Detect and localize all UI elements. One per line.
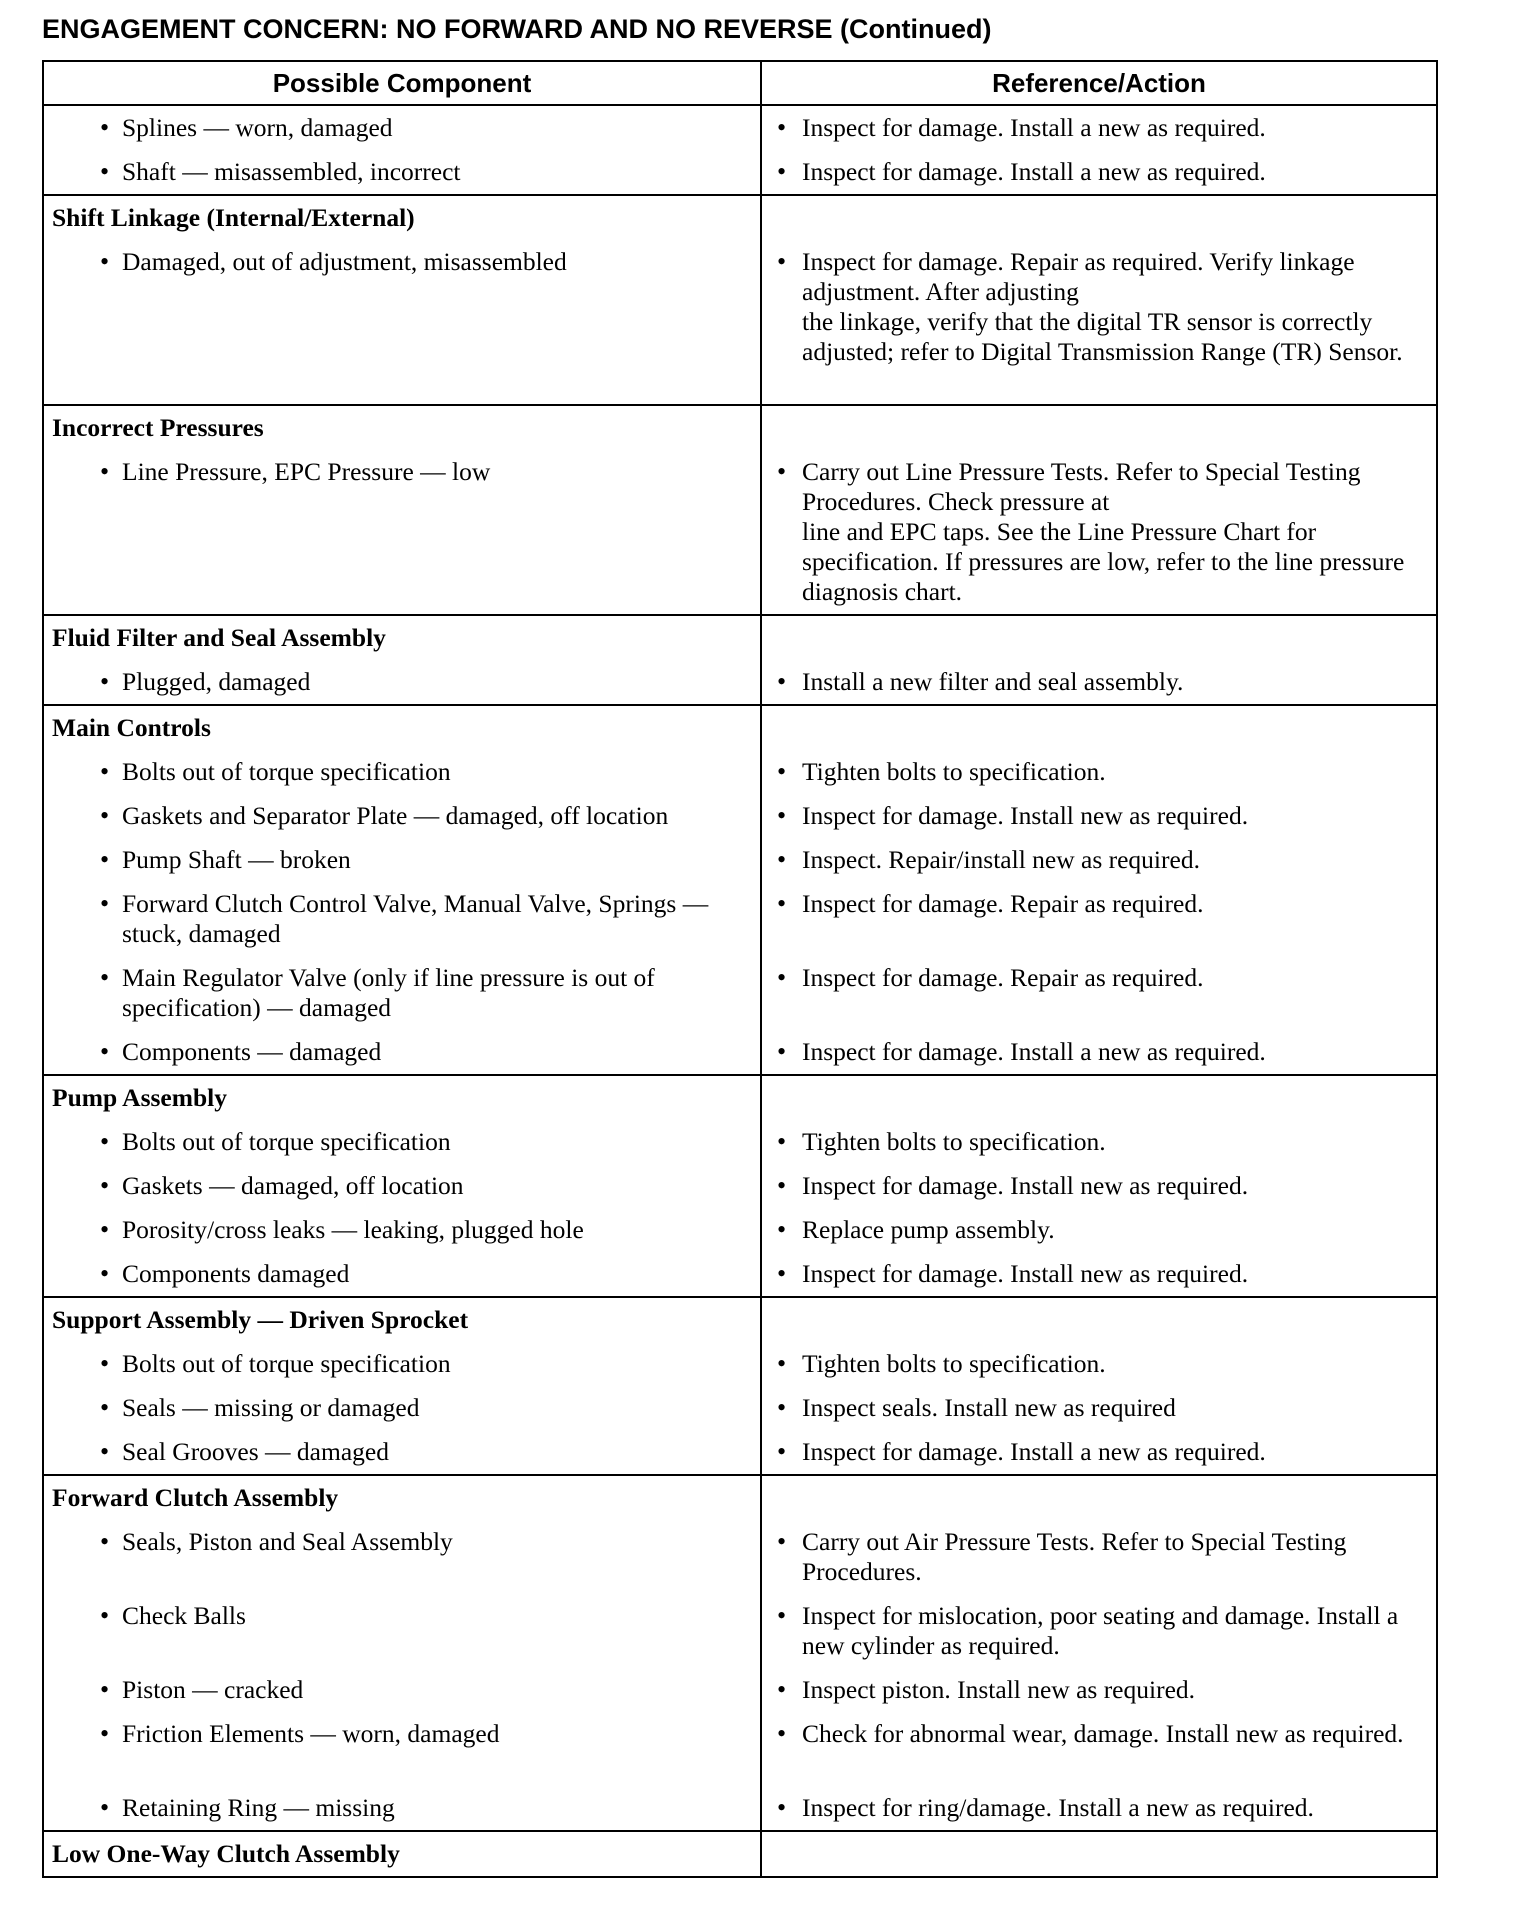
bullet-icon: • xyxy=(777,667,787,696)
component-text: Check Balls xyxy=(122,1601,246,1630)
component-item xyxy=(44,1430,760,1474)
section-title: Forward Clutch Assembly xyxy=(52,1483,339,1512)
component-text: Bolts out of torque specification xyxy=(122,757,451,786)
action-item xyxy=(762,106,1436,150)
component-item xyxy=(44,1164,760,1208)
bullet-icon: • xyxy=(100,1527,110,1556)
table-section xyxy=(43,405,1437,615)
action-item xyxy=(762,750,1436,794)
section-title: Support Assembly — Driven Sprocket xyxy=(52,1305,469,1334)
section-title-spacer xyxy=(762,1298,1436,1342)
component-item xyxy=(44,106,760,150)
bullet-icon: • xyxy=(100,1437,110,1466)
action-text: Inspect for damage. Install new as required. xyxy=(802,801,1249,830)
bullet-icon: • xyxy=(777,1259,787,1288)
component-item xyxy=(44,838,760,882)
component-item xyxy=(44,150,760,194)
bullet-icon: • xyxy=(777,1601,787,1630)
section-title: Fluid Filter and Seal Assembly xyxy=(52,623,386,652)
action-text: Inspect piston. Install new as required. xyxy=(802,1675,1196,1704)
component-text: Main Regulator Valve (only if line pressure is out of specification) — damaged xyxy=(122,963,655,1022)
table-section xyxy=(43,105,1437,195)
action-text: Inspect for damage. Install a new as required. xyxy=(802,157,1266,186)
bullet-icon: • xyxy=(777,1719,787,1748)
component-item xyxy=(44,1594,760,1668)
bullet-icon: • xyxy=(100,801,110,830)
bullet-icon: • xyxy=(100,1259,110,1288)
bullet-icon: • xyxy=(100,157,110,186)
component-text: Gaskets and Separator Plate — damaged, off location xyxy=(122,801,669,830)
component-item xyxy=(44,240,760,404)
bullet-icon: • xyxy=(777,457,787,486)
section-title: Low One-Way Clutch Assembly xyxy=(52,1839,400,1868)
bullet-icon: • xyxy=(100,247,110,276)
action-text: Tighten bolts to specification. xyxy=(802,757,1106,786)
bullet-icon: • xyxy=(100,757,110,786)
component-item xyxy=(44,1668,760,1712)
bullet-icon: • xyxy=(777,157,787,186)
bullet-icon: • xyxy=(777,1349,787,1378)
action-item xyxy=(762,1030,1436,1074)
component-text: Retaining Ring — missing xyxy=(122,1793,395,1822)
bullet-icon: • xyxy=(100,1349,110,1378)
component-text: Gaskets — damaged, off location xyxy=(122,1171,464,1200)
action-item xyxy=(762,240,1436,404)
component-text: Bolts out of torque specification xyxy=(122,1127,451,1156)
section-title: Incorrect Pressures xyxy=(52,413,264,442)
action-text: Replace pump assembly. xyxy=(802,1215,1055,1244)
bullet-icon: • xyxy=(100,667,110,696)
action-text: Inspect for damage. Repair as required. xyxy=(802,963,1204,992)
section-title: Main Controls xyxy=(52,713,211,742)
component-cell xyxy=(43,105,761,195)
bullet-icon: • xyxy=(777,889,787,918)
component-item xyxy=(44,1120,760,1164)
section-title-spacer xyxy=(762,706,1436,750)
bullet-icon: • xyxy=(777,963,787,992)
bullet-icon: • xyxy=(777,1127,787,1156)
table-section xyxy=(43,1475,1437,1831)
action-text: Inspect seals. Install new as required xyxy=(802,1393,1176,1422)
bullet-icon: • xyxy=(100,1793,110,1822)
action-cell xyxy=(761,195,1437,405)
action-text: Inspect for damage. Install a new as required. xyxy=(802,113,1266,142)
component-text: Components — damaged xyxy=(122,1037,382,1066)
action-text: Inspect for damage. Install new as required. xyxy=(802,1259,1249,1288)
action-text: Inspect for damage. Install a new as required. xyxy=(802,1437,1266,1466)
action-cell xyxy=(761,1475,1437,1831)
component-item xyxy=(44,1786,760,1830)
section-title: Shift Linkage (Internal/External) xyxy=(52,203,415,232)
diagnosis-table xyxy=(42,60,1438,1878)
component-text: Components damaged xyxy=(122,1259,350,1288)
action-item xyxy=(762,1520,1436,1594)
action-text: Check for abnormal wear, damage. Install new as required. xyxy=(802,1719,1404,1748)
component-item xyxy=(44,750,760,794)
component-text: Pump Shaft — broken xyxy=(122,845,351,874)
section-title-spacer xyxy=(762,406,1436,450)
bullet-icon: • xyxy=(777,1037,787,1066)
bullet-icon: • xyxy=(777,1675,787,1704)
component-text: Friction Elements — worn, damaged xyxy=(122,1719,500,1748)
component-item xyxy=(44,1030,760,1074)
bullet-icon: • xyxy=(777,757,787,786)
action-item xyxy=(762,1668,1436,1712)
section-title: Pump Assembly xyxy=(52,1083,227,1112)
action-cell xyxy=(761,1831,1437,1877)
action-item xyxy=(762,1120,1436,1164)
bullet-icon: • xyxy=(777,1437,787,1466)
component-cell xyxy=(43,615,761,705)
component-text: Piston — cracked xyxy=(122,1675,304,1704)
component-item xyxy=(44,1208,760,1252)
component-item xyxy=(44,794,760,838)
table-header-row xyxy=(43,61,1437,105)
bullet-icon: • xyxy=(777,1215,787,1244)
bullet-icon: • xyxy=(100,1393,110,1422)
table-section xyxy=(43,1297,1437,1475)
section-title-spacer xyxy=(762,1476,1436,1520)
action-text: Inspect for damage. Install new as required. xyxy=(802,1171,1249,1200)
section-title-spacer xyxy=(762,1076,1436,1120)
bullet-icon: • xyxy=(777,845,787,874)
action-item xyxy=(762,1594,1436,1668)
action-cell xyxy=(761,1075,1437,1297)
action-item xyxy=(762,1430,1436,1474)
component-item xyxy=(44,660,760,704)
component-item xyxy=(44,1712,760,1786)
action-text: Inspect for mislocation, poor seating and damage. Install a new cylinder as required. xyxy=(802,1601,1399,1660)
bullet-icon: • xyxy=(100,889,110,918)
action-cell xyxy=(761,615,1437,705)
component-text: Damaged, out of adjustment, misassembled xyxy=(122,247,567,276)
bullet-icon: • xyxy=(100,113,110,142)
action-item xyxy=(762,450,1436,614)
action-text: Tighten bolts to specification. xyxy=(802,1127,1106,1156)
bullet-icon: • xyxy=(100,1215,110,1244)
header-possible-component: Possible Component xyxy=(43,61,761,105)
table-section xyxy=(43,615,1437,705)
action-item xyxy=(762,838,1436,882)
action-item xyxy=(762,1164,1436,1208)
bullet-icon: • xyxy=(777,1793,787,1822)
section-title-spacer xyxy=(762,616,1436,660)
bullet-icon: • xyxy=(777,1171,787,1200)
bullet-icon: • xyxy=(777,113,787,142)
action-text: Inspect. Repair/install new as required. xyxy=(802,845,1200,874)
page-title: ENGAGEMENT CONCERN: NO FORWARD AND NO REVERSE (Continued) xyxy=(42,14,992,44)
bullet-icon: • xyxy=(777,247,787,276)
section-title-spacer xyxy=(762,196,1436,240)
component-text: Bolts out of torque specification xyxy=(122,1349,451,1378)
component-item xyxy=(44,1252,760,1296)
component-cell xyxy=(43,405,761,615)
bullet-icon: • xyxy=(100,1127,110,1156)
action-cell xyxy=(761,405,1437,615)
component-item xyxy=(44,882,760,956)
action-item xyxy=(762,882,1436,956)
action-text: Tighten bolts to specification. xyxy=(802,1349,1106,1378)
component-item xyxy=(44,956,760,1030)
action-text: Carry out Air Pressure Tests. Refer to Special Testing Procedures. xyxy=(802,1527,1347,1586)
action-item xyxy=(762,1342,1436,1386)
action-text: Inspect for damage. Repair as required. xyxy=(802,889,1204,918)
action-text: Carry out Line Pressure Tests. Refer to Special Testing Procedures. Check pressure at line and EPC taps. See the Line Pressure Chart for specification. If pressures are low, refer to the line pressure diagnosis chart. xyxy=(802,457,1405,606)
bullet-icon: • xyxy=(777,1393,787,1422)
action-text: Install a new filter and seal assembly. xyxy=(802,667,1184,696)
component-cell xyxy=(43,1075,761,1297)
bullet-icon: • xyxy=(100,1601,110,1630)
action-text: Inspect for damage. Repair as required. Verify linkage adjustment. After adjusting the linkage, verify that the digital TR sensor is correctly adjusted; refer to Digital Transmission Range (TR) Sensor. xyxy=(802,247,1403,366)
table-section xyxy=(43,705,1437,1075)
component-text: Plugged, damaged xyxy=(122,667,311,696)
component-text: Line Pressure, EPC Pressure — low xyxy=(122,457,491,486)
component-text: Seal Grooves — damaged xyxy=(122,1437,389,1466)
bullet-icon: • xyxy=(100,1719,110,1748)
component-item xyxy=(44,1520,760,1594)
component-text: Forward Clutch Control Valve, Manual Valve, Springs — stuck, damaged xyxy=(122,889,709,948)
action-item xyxy=(762,150,1436,194)
component-text: Seals, Piston and Seal Assembly xyxy=(122,1527,453,1556)
component-cell xyxy=(43,1831,761,1877)
table-body xyxy=(43,105,1437,1877)
component-text: Porosity/cross leaks — leaking, plugged hole xyxy=(122,1215,584,1244)
bullet-icon: • xyxy=(100,1675,110,1704)
component-item xyxy=(44,1342,760,1386)
component-text: Shaft — misassembled, incorrect xyxy=(122,157,461,186)
component-item xyxy=(44,1386,760,1430)
table-section xyxy=(43,1075,1437,1297)
bullet-icon: • xyxy=(777,1527,787,1556)
action-item xyxy=(762,956,1436,1030)
component-item xyxy=(44,450,760,614)
action-item xyxy=(762,660,1436,704)
action-item xyxy=(762,1786,1436,1830)
action-cell xyxy=(761,705,1437,1075)
action-item xyxy=(762,794,1436,838)
action-item xyxy=(762,1252,1436,1296)
bullet-icon: • xyxy=(100,457,110,486)
action-text: Inspect for ring/damage. Install a new as required. xyxy=(802,1793,1314,1822)
action-cell xyxy=(761,105,1437,195)
bullet-icon: • xyxy=(777,801,787,830)
component-text: Seals — missing or damaged xyxy=(122,1393,420,1422)
table-section xyxy=(43,1831,1437,1877)
action-cell xyxy=(761,1297,1437,1475)
component-text: Splines — worn, damaged xyxy=(122,113,393,142)
bullet-icon: • xyxy=(100,1037,110,1066)
component-cell xyxy=(43,705,761,1075)
action-item xyxy=(762,1386,1436,1430)
bullet-icon: • xyxy=(100,1171,110,1200)
component-cell xyxy=(43,1475,761,1831)
section-title-spacer xyxy=(762,1832,1436,1876)
component-cell xyxy=(43,1297,761,1475)
component-cell xyxy=(43,195,761,405)
header-reference-action: Reference/Action xyxy=(761,61,1437,105)
bullet-icon: • xyxy=(100,845,110,874)
action-item xyxy=(762,1712,1436,1786)
action-text: Inspect for damage. Install a new as required. xyxy=(802,1037,1266,1066)
table-section xyxy=(43,195,1437,405)
action-item xyxy=(762,1208,1436,1252)
bullet-icon: • xyxy=(100,963,110,992)
